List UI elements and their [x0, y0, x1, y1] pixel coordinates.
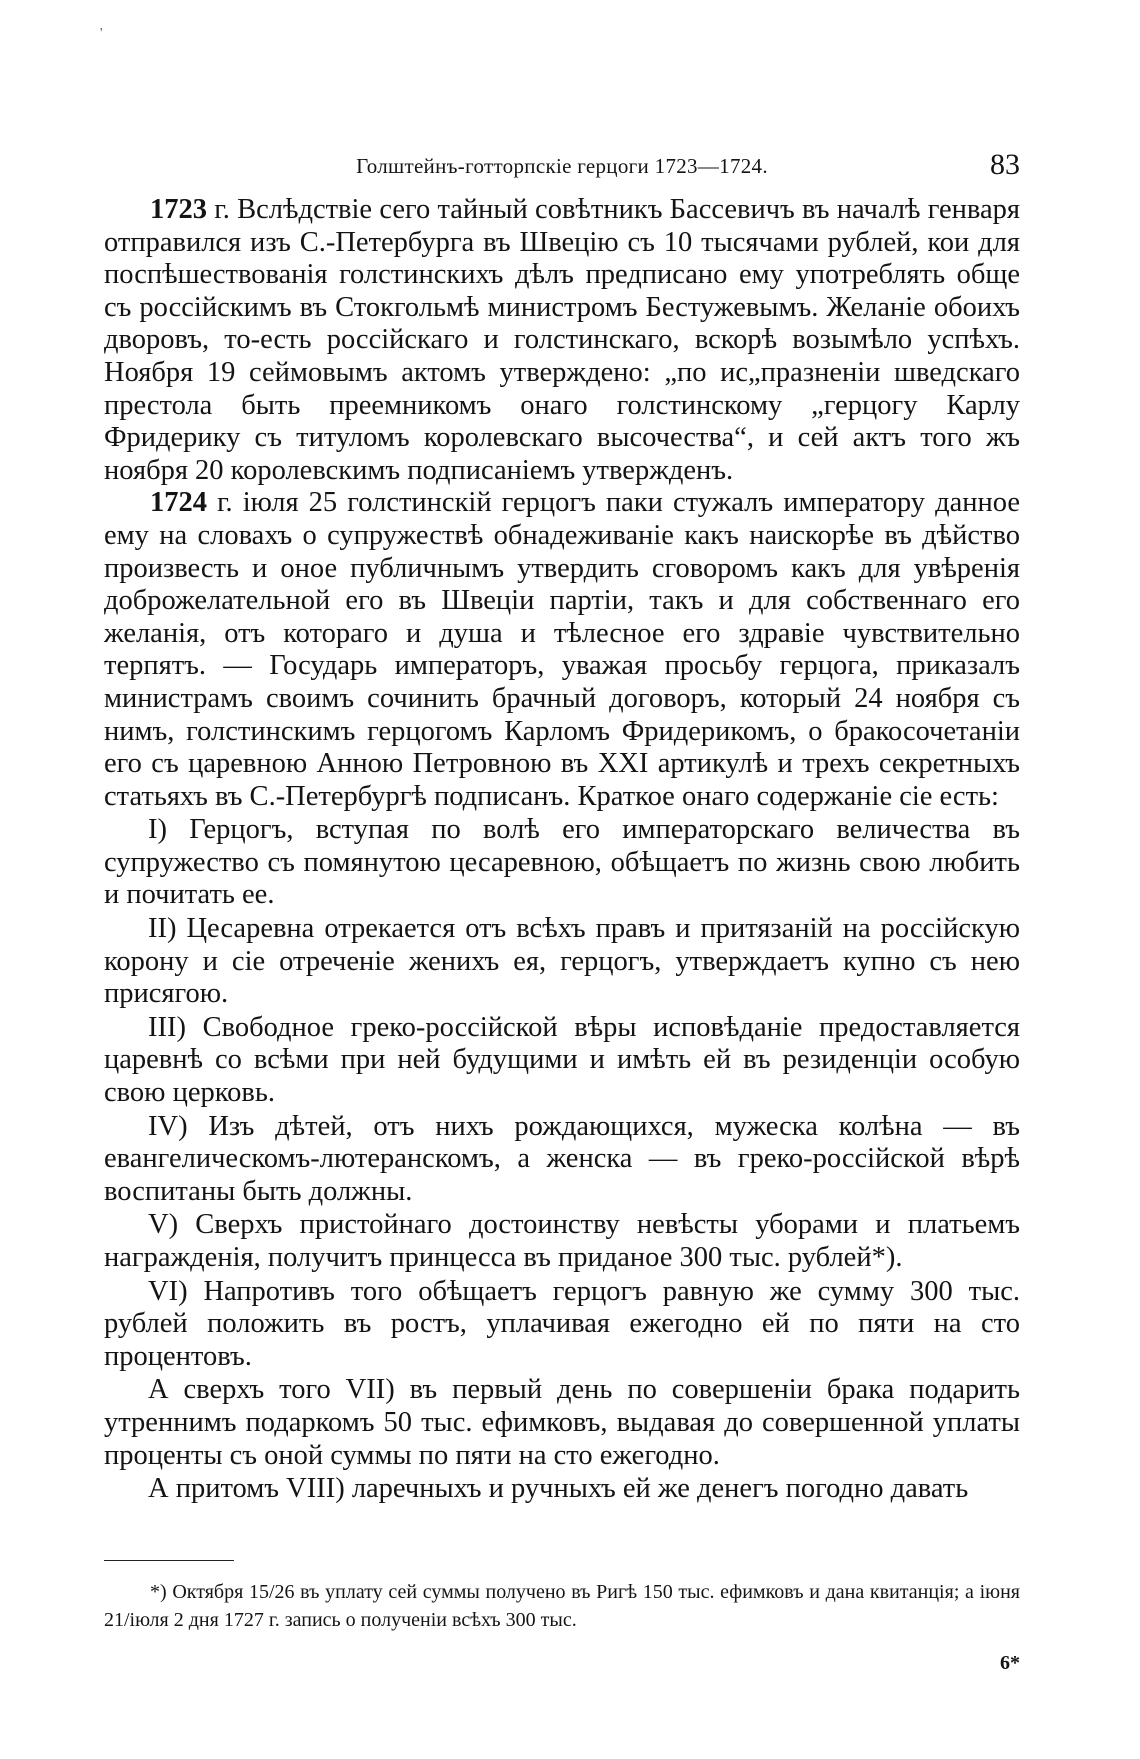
paragraph-1724 — [104, 487, 1020, 813]
article-2: II) Цесаревна отрекается отъ всѣхъ правъ и притязаній на россійскую корону и сіе отреченіе женихъ ея, герцогъ, утверждаетъ купно съ нею присягою. — [104, 913, 1020, 1010]
article-3: III) Свободное греко-россійской вѣры исповѣданіе предоставляется царевнѣ со всѣми при ней будущими и имѣть ей въ резиденціи особую свою церковь. — [104, 1011, 1020, 1109]
running-header — [104, 148, 1020, 188]
article-7: А сверхъ того VII) въ первый день по совершеніи брака подарить утреннимъ подаркомъ 50 тыс. ефимковъ, выдавая до совершенной уплаты проценты съ оной суммы по пяти на сто ежегодно. — [104, 1374, 1020, 1471]
paragraph-1723 — [104, 194, 1020, 487]
footnote-divider — [104, 1560, 234, 1561]
article-8: А притомъ VIII) ларечныхъ и ручныхъ ей же денегъ погодно давать — [148, 1473, 969, 1505]
footnote: *) Октября 15/26 въ уплату сей суммы получено въ Ригѣ 150 тыс. ефимковъ и дана квитанція; а іюня 21/іюля 2 дня 1727 г. запись о полученіи всѣхъ 300 тыс. — [104, 1581, 1020, 1631]
signature-mark: 6* — [1000, 1652, 1020, 1674]
paragraph-text: г. Вслѣдствіе сего тайный совѣтникъ Бассевичъ въ началѣ генваря отправился изъ С.-Петербурга въ Швецію съ 10 тысячами рублей, кои для поспѣшествованія голстинскихъ дѣлъ предписано ему употреблять обще съ россійскимъ въ Стокгольмѣ министромъ Бестужевымъ. Желаніе обоихъ дворовъ, то-есть россійскаго и голстинскаго, вскорѣ возымѣло успѣхъ. Ноября 19 сеймовымъ актомъ утверждено: „по ис„празненіи шведскаго престола быть преемникомъ онаго голстинскому „герцогу Карлу Фридерику съ титуломъ королевскаго высочества“, и сей актъ того жъ ноября 20 королевскимъ подписаніемъ утвержденъ. — [104, 194, 1020, 486]
article-4: IV) Изъ дѣтей, отъ нихъ рождающихся, мужеска колѣна — въ евангелическомъ-лютеранскомъ, а женска — въ греко-россійской вѣрѣ воспитаны быть должны. — [104, 1110, 1020, 1207]
article-1: I) Герцогъ, вступая по волѣ его императорскаго величества въ супружество съ помянутою цесаревною, обѣщаетъ по жизнь свою любить и почитать ее. — [104, 814, 1020, 911]
running-title: Голштейнъ-готторпскіе герцоги 1723—1724. — [356, 154, 768, 178]
article-5: V) Сверхъ пристойнаго достоинству невѣсты уборами и платьемъ награжденія, получитъ принцесса въ приданое 300 тыс. рублей*). — [104, 1209, 1020, 1273]
article-6: VI) Напротивъ того обѣщаетъ герцогъ равную же сумму 300 тыс. рублей положить въ ростъ, уплачивая ежегодно ей по пяти на сто процентовъ. — [104, 1275, 1020, 1372]
stray-mark: ' — [100, 26, 103, 41]
year-label: 1724 — [150, 487, 207, 519]
paragraph-text: г. іюля 25 голстинскій герцогъ паки стужалъ императору данное ему на словахъ о супружествѣ обнадеживаніе какъ наискорѣе въ дѣйство произвесть и оное публичнымъ утвердить сговоромъ какъ для увѣренія доброжелательной его въ Швеціи партіи, такъ и для собственнаго его желанія, отъ котораго и душа и тѣлесное его здравіе чувствительно терпятъ. — Государь императоръ, уважая просьбу герцога, приказалъ министрамъ своимъ сочинить брачный договоръ, который 24 ноября съ нимъ, голстинскимъ герцогомъ Карломъ Фридерикомъ, о бракосочетаніи его съ царевною Анною Петровною въ XXI артикулѣ и трехъ секретныхъ статьяхъ въ С.-Петербургѣ подписанъ. Краткое онаго содержаніе сіе есть: — [104, 487, 1020, 812]
page-number: 83 — [990, 148, 1020, 181]
main-text — [104, 194, 1020, 1506]
year-label: 1723 — [150, 194, 207, 225]
